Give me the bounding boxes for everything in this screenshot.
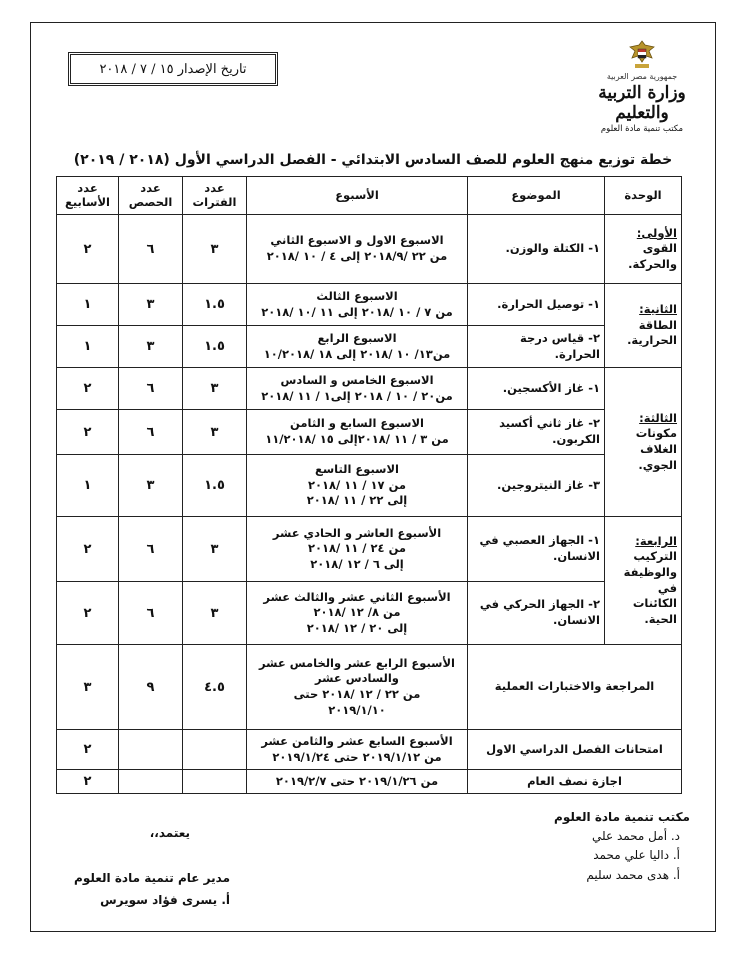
issue-date-box — [68, 52, 278, 86]
periods-cell: ٣ — [183, 582, 247, 645]
unit-cell-1: الأولى: القوى والحركة. — [605, 215, 682, 284]
week-cell: الاسبوع الرابع من١٣/ ١٠ /٢٠١٨ إلى ١٨ /١٠/٢٠١٨ — [247, 326, 468, 368]
table-header-row — [57, 177, 682, 215]
week-cell: الاسبوع التاسع من ١٧ / ١١ /٢٠١٨ إلى ٢٢ / ١١ /٢٠١٨ — [247, 455, 468, 517]
weeks-cell: ٢ — [57, 410, 119, 455]
lessons-cell: ٣ — [119, 455, 183, 517]
header-topic: الموضوع — [468, 177, 605, 215]
header-weeks: عدد الأسابيع — [57, 177, 119, 215]
table-row — [57, 730, 682, 770]
topic-cell: ١- الجهاز العصبي في الانسان. — [468, 517, 605, 582]
header-week: الأسبوع — [247, 177, 468, 215]
lessons-cell: ٦ — [119, 215, 183, 284]
week-cell: الاسبوع السابع و الثامن من ٣ / ١١ /٢٠١٨إلى ١٥ /١١/٢٠١٨ — [247, 410, 468, 455]
week-cell: الاسبوع الخامس و السادس من٢٠ / ١٠ / ٢٠١٨ إلى١ / ١١ /٢٠١٨ — [247, 368, 468, 410]
weeks-cell: ٢ — [57, 368, 119, 410]
weeks-cell: ٢ — [57, 517, 119, 582]
header-unit: الوحدة — [605, 177, 682, 215]
week-cell: الأسبوع الثاني عشر والثالث عشر من ٨/ ١٢ /٢٠١٨ إلى ٢٠ / ١٢ /٢٠١٨ — [247, 582, 468, 645]
topic-cell: ٢- الجهاز الحركي في الانسان. — [468, 582, 605, 645]
plan-title: خطة توزيع منهج العلوم للصف السادس الابتدائي - الفصل الدراسي الأول (٢٠١٨ / ٢٠١٩) — [73, 152, 673, 168]
weeks-cell: ٢ — [57, 770, 119, 794]
ministry-logo — [576, 38, 708, 138]
topic-cell: ١- توصيل الحرارة. — [468, 284, 605, 326]
director-title: مدير عام تنمية مادة العلوم — [74, 871, 230, 885]
unit-cell-2: الثانية: الطاقة الحرارية. — [605, 284, 682, 368]
periods-cell: ٣ — [183, 368, 247, 410]
issue-date: تاريخ الإصدار ١٥ / ٧ / ٢٠١٨ — [99, 61, 247, 77]
ministry-name: وزارة التربية والتعليم — [598, 83, 686, 123]
lessons-cell: ٦ — [119, 582, 183, 645]
weeks-cell: ١ — [57, 326, 119, 368]
office-signatures — [540, 808, 690, 885]
header-periods: عدد الفترات — [183, 177, 247, 215]
director-signature — [60, 868, 230, 911]
periods-cell: ١.٥ — [183, 455, 247, 517]
lessons-cell: ٩ — [119, 645, 183, 730]
topic-cell: ٢- قياس درجة الحرارة. — [468, 326, 605, 368]
topic-cell: امتحانات الفصل الدراسي الاول — [468, 730, 682, 770]
weeks-cell: ١ — [57, 455, 119, 517]
topic-cell: ١- غاز الأكسجين. — [468, 368, 605, 410]
table-row — [57, 284, 682, 326]
weeks-cell: ١ — [57, 284, 119, 326]
signatory: أ. داليا علي محمد — [593, 848, 680, 863]
lessons-cell: ٣ — [119, 284, 183, 326]
lessons-cell: ٣ — [119, 326, 183, 368]
table-row — [57, 455, 682, 517]
director-name: أ. يسرى فؤاد سويرس — [100, 892, 230, 907]
table-row — [57, 582, 682, 645]
periods-cell: ١.٥ — [183, 284, 247, 326]
lessons-cell — [119, 770, 183, 794]
table-row — [57, 326, 682, 368]
lessons-cell: ٦ — [119, 368, 183, 410]
periods-cell: ١.٥ — [183, 326, 247, 368]
table-row — [57, 368, 682, 410]
plan-table — [56, 176, 682, 794]
topic-cell: ٢- غاز ثاني أكسيد الكربون. — [468, 410, 605, 455]
periods-cell: ٤.٥ — [183, 645, 247, 730]
eagle-emblem-icon — [627, 38, 657, 72]
office-name: مكتب تنمية مادة العلوم — [600, 124, 684, 134]
lessons-cell: ٦ — [119, 517, 183, 582]
table-row — [57, 517, 682, 582]
unit-cell-4: الرابعة: التركيب والوظيفة في الكائنات الحية. — [605, 517, 682, 645]
week-cell: من ٢٠١٩/١/٢٦ حتى ٢٠١٩/٢/٧ — [247, 770, 468, 794]
periods-cell: ٣ — [183, 410, 247, 455]
weeks-cell: ٣ — [57, 645, 119, 730]
topic-cell: المراجعة والاختبارات العملية — [468, 645, 682, 730]
topic-cell: ١- الكتلة والوزن. — [468, 215, 605, 284]
header-lessons: عدد الحصص — [119, 177, 183, 215]
table-row — [57, 645, 682, 730]
table-row — [57, 770, 682, 794]
week-cell: الاسبوع الثالث من ٧ / ١٠ /٢٠١٨ إلى ١١ /١٠ /٢٠١٨ — [247, 284, 468, 326]
weeks-cell: ٢ — [57, 582, 119, 645]
weeks-cell: ٢ — [57, 215, 119, 284]
signatory: د. أمل محمد علي — [592, 829, 680, 844]
approval-label: يعتمد،، — [149, 826, 190, 840]
week-cell: الاسبوع الاول و الاسبوع الثاني من ٢٢ /٢٠١٨/٩ إلى ٤ / ١٠ /٢٠١٨ — [247, 215, 468, 284]
republic-label: جمهورية مصر العربية — [606, 72, 678, 81]
unit-cell-3: الثالثة: مكونات الغلاف الجوي. — [605, 368, 682, 517]
lessons-cell: ٦ — [119, 410, 183, 455]
week-cell: الأسبوع الرابع عشر والخامس عشر والسادس عشر من ٢٢ / ١٢ /٢٠١٨ حتى ٢٠١٩/١/١٠ — [247, 645, 468, 730]
week-cell: الأسبوع السابع عشر والثامن عشر من ٢٠١٩/١/١٢ حتى ٢٠١٩/١/٢٤ — [247, 730, 468, 770]
office-title: مكتب تنمية مادة العلوم — [554, 810, 690, 824]
lessons-cell — [119, 730, 183, 770]
table-row — [57, 215, 682, 284]
topic-cell: اجازة نصف العام — [468, 770, 682, 794]
weeks-cell: ٢ — [57, 730, 119, 770]
periods-cell: ٣ — [183, 517, 247, 582]
table-row — [57, 410, 682, 455]
periods-cell — [183, 730, 247, 770]
periods-cell: ٣ — [183, 215, 247, 284]
signatory: أ. هدى محمد سليم — [586, 867, 680, 882]
week-cell: الأسبوع العاشر و الحادي عشر من ٢٤ / ١١ /٢٠١٨ إلى ٦ / ١٢ /٢٠١٨ — [247, 517, 468, 582]
topic-cell: ٣- غاز النيتروجين. — [468, 455, 605, 517]
periods-cell — [183, 770, 247, 794]
